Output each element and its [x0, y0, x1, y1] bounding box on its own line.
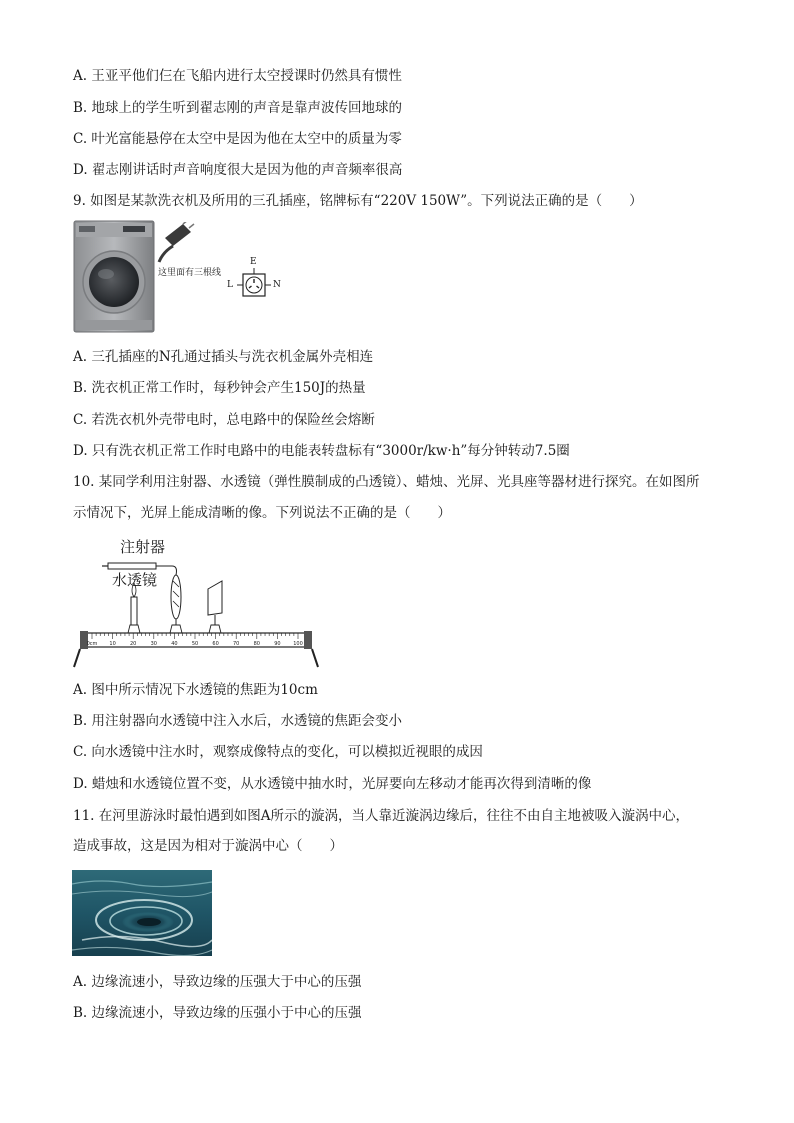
q11-option-b: B. 边缘流速小，导致边缘的压强小于中心的压强	[73, 1005, 362, 1021]
ruler-tick-label: 90	[274, 641, 281, 647]
ruler-tick-label: 100	[293, 641, 303, 647]
label-syringe: 注射器	[120, 538, 166, 556]
q10-stem-line1: 10. 某同学利用注射器、水透镜（弹性膜制成的凸透镜）、蜡烛、光屏、光具座等器材进行探究。在如图所	[73, 474, 700, 490]
q9-option-d: D. 只有洗衣机正常工作时电路中的电能表转盘标有“3000r/kw·h”每分钟转动7.5圈	[73, 443, 570, 459]
q9-option-c: C. 若洗衣机外壳带电时，总电路中的保险丝会熔断	[73, 412, 375, 428]
q11-option-a: A. 边缘流速小，导致边缘的压强大于中心的压强	[73, 974, 362, 990]
ruler-tick-label: 60	[212, 641, 219, 647]
q10-stem-line2: 示情况下，光屏上能成清晰的像。下列说法不正确的是（ ）	[73, 505, 451, 521]
q8-option-a: A. 王亚平他们仨在飞船内进行太空授课时仍然具有惯性	[73, 68, 402, 84]
q10-option-c: C. 向水透镜中注水时，观察成像特点的变化，可以模拟近视眼的成因	[73, 744, 483, 760]
whirlpool-photo	[72, 870, 212, 956]
ruler-tick-label: 80	[253, 641, 260, 647]
socket-caption: 这里面有三根线	[158, 268, 222, 278]
optical-bench-diagram	[72, 535, 322, 670]
q8-option-b: B. 地球上的学生听到翟志刚的声音是靠声波传回地球的	[73, 100, 403, 116]
q9-option-b: B. 洗衣机正常工作时，每秒钟会产生150J的热量	[73, 380, 366, 396]
three-pin-plug-socket-diagram	[155, 222, 285, 312]
q9-option-a: A. 三孔插座的N孔通过插头与洗衣机金属外壳相连	[73, 349, 374, 365]
ruler-tick-label: 20	[130, 641, 137, 647]
q8-option-d: D. 翟志刚讲话时声音响度很大是因为他的声音频率很高	[73, 162, 403, 178]
ruler-tick-label: 10	[109, 641, 116, 647]
ruler-tick-label: 50	[191, 641, 199, 647]
q10-option-d: D. 蜡烛和水透镜位置不变，从水透镜中抽水时，光屏要向左移动才能再次得到清晰的像	[73, 776, 592, 792]
washing-machine-photo	[73, 220, 155, 333]
label-water-lens: 水透镜	[112, 571, 158, 589]
q11-stem-line1: 11. 在河里游泳时最怕遇到如图A所示的漩涡，当人靠近漩涡边缘后，往往不由自主地被吸入漩涡中心，	[73, 808, 690, 824]
ruler-tick-label: 70	[233, 641, 240, 647]
socket-label-l: L	[227, 280, 233, 290]
socket-label-n: N	[273, 280, 281, 290]
ruler-tick-label: 30	[150, 641, 157, 647]
ruler-tick-label: 40	[171, 641, 178, 647]
q9-stem: 9. 如图是某款洗衣机及所用的三孔插座，铭牌标有“220V 150W”。下列说法正确的是（ ）	[73, 193, 643, 209]
q10-option-a: A. 图中所示情况下水透镜的焦距为10cm	[73, 682, 318, 698]
q11-stem-line2: 造成事故，这是因为相对于漩涡中心（ ）	[73, 838, 343, 854]
socket-label-e: E	[250, 257, 257, 267]
q8-option-c: C. 叶光富能悬停在太空中是因为他在太空中的质量为零	[73, 131, 402, 147]
ruler-tick-label: 0cm	[86, 641, 98, 647]
q10-option-b: B. 用注射器向水透镜中注入水后，水透镜的焦距会变小	[73, 713, 403, 729]
